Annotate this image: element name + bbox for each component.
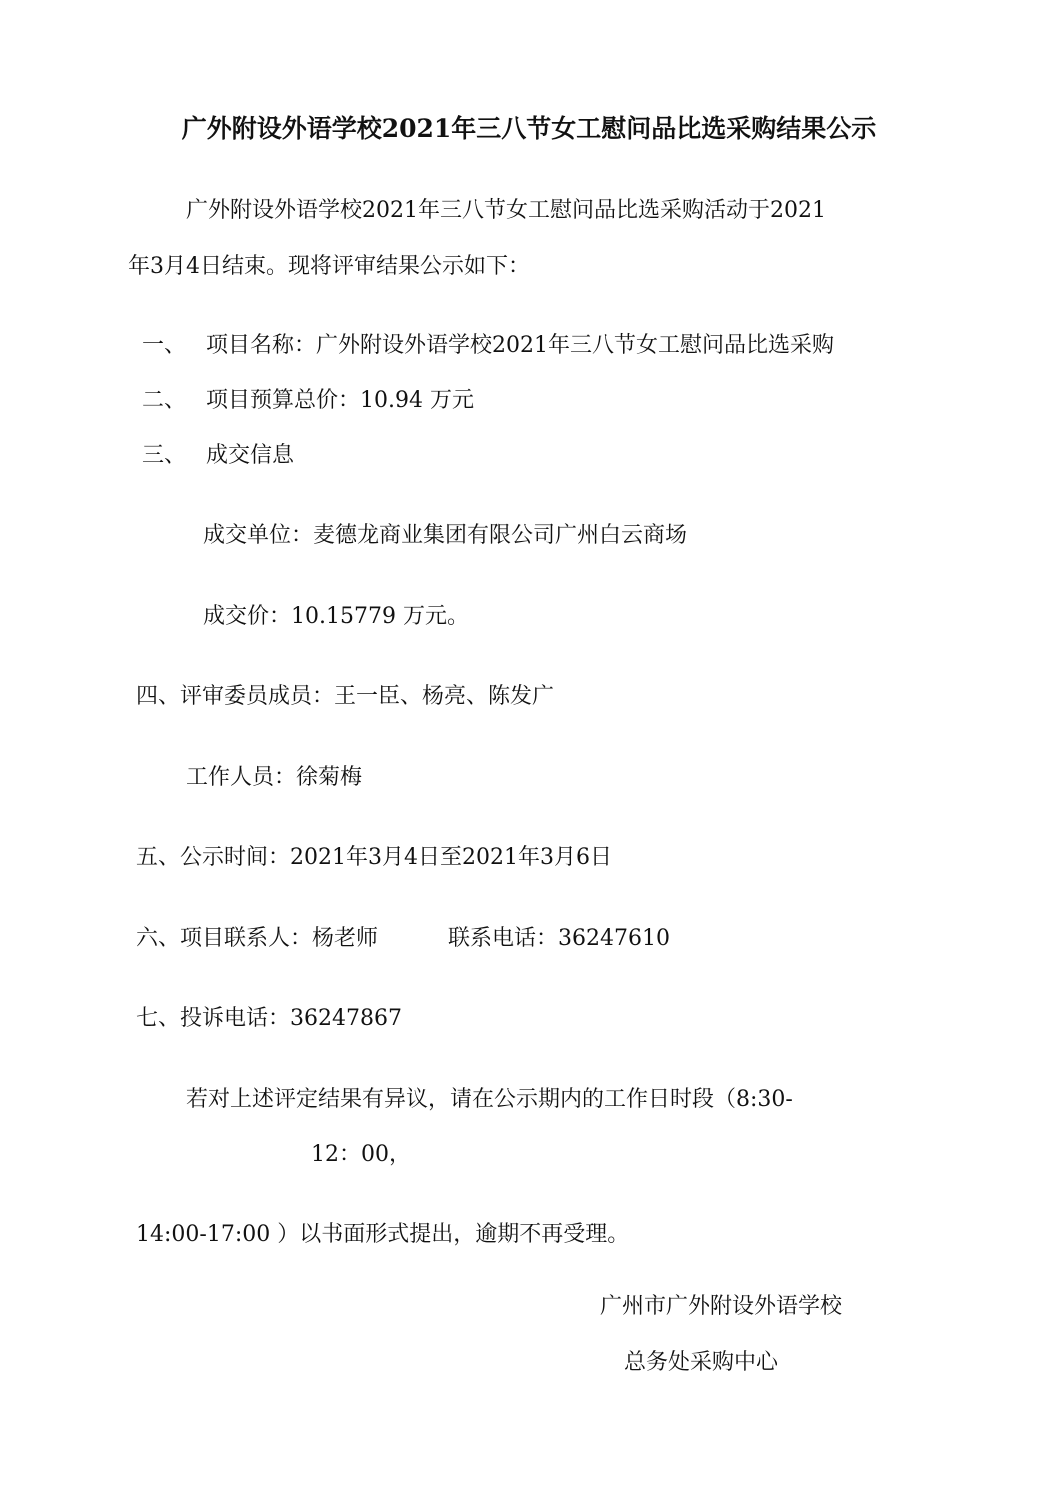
item-deal-info xyxy=(142,441,294,471)
signature-organization: 广州市广外附设外语学校 xyxy=(600,1294,843,1319)
item-number: 一、 xyxy=(142,333,187,358)
staff-members: 工作人员：徐菊梅 xyxy=(186,765,363,790)
objection-line-3: 14:00-17:00 ）以书面形式提出，逾期不再受理。 xyxy=(136,1222,630,1247)
objection-line-1: 若对上述评定结果有异议，请在公示期内的工作日时段（8:30- xyxy=(186,1087,793,1112)
contact-phone: 联系电话：36247610 xyxy=(448,926,670,951)
signature-department: 总务处采购中心 xyxy=(624,1350,779,1375)
complaint-phone: 七、投诉电话：36247867 xyxy=(136,1006,402,1031)
notice-period: 五、公示时间：2021年3月4日至2021年3月6日 xyxy=(136,845,612,870)
item-text: 成交信息 xyxy=(206,443,295,468)
committee-members: 四、评审委员成员：王一臣、杨亮、陈发广 xyxy=(136,684,555,709)
project-contact: 六、项目联系人：杨老师 xyxy=(136,926,379,951)
intro-line-1: 广外附设外语学校2021年三八节女工慰问品比选采购活动于2021 xyxy=(186,198,826,223)
item-text: 项目名称：广外附设外语学校2021年三八节女工慰问品比选采购 xyxy=(206,333,834,358)
item-text: 项目预算总价：10.94 万元 xyxy=(206,388,474,413)
intro-line-2: 年3月4日结束。现将评审结果公示如下： xyxy=(128,254,530,279)
item-number: 二、 xyxy=(142,388,187,413)
document-title: 广外附设外语学校2021年三八节女工慰问品比选采购结果公示 xyxy=(181,114,877,143)
deal-unit: 成交单位：麦德龙商业集团有限公司广州白云商场 xyxy=(203,523,688,548)
item-budget xyxy=(142,386,474,416)
item-number: 三、 xyxy=(142,443,187,468)
item-project-name xyxy=(142,331,834,361)
deal-price: 成交价：10.15779 万元。 xyxy=(203,604,469,629)
objection-line-2: 12：00， xyxy=(311,1142,411,1167)
